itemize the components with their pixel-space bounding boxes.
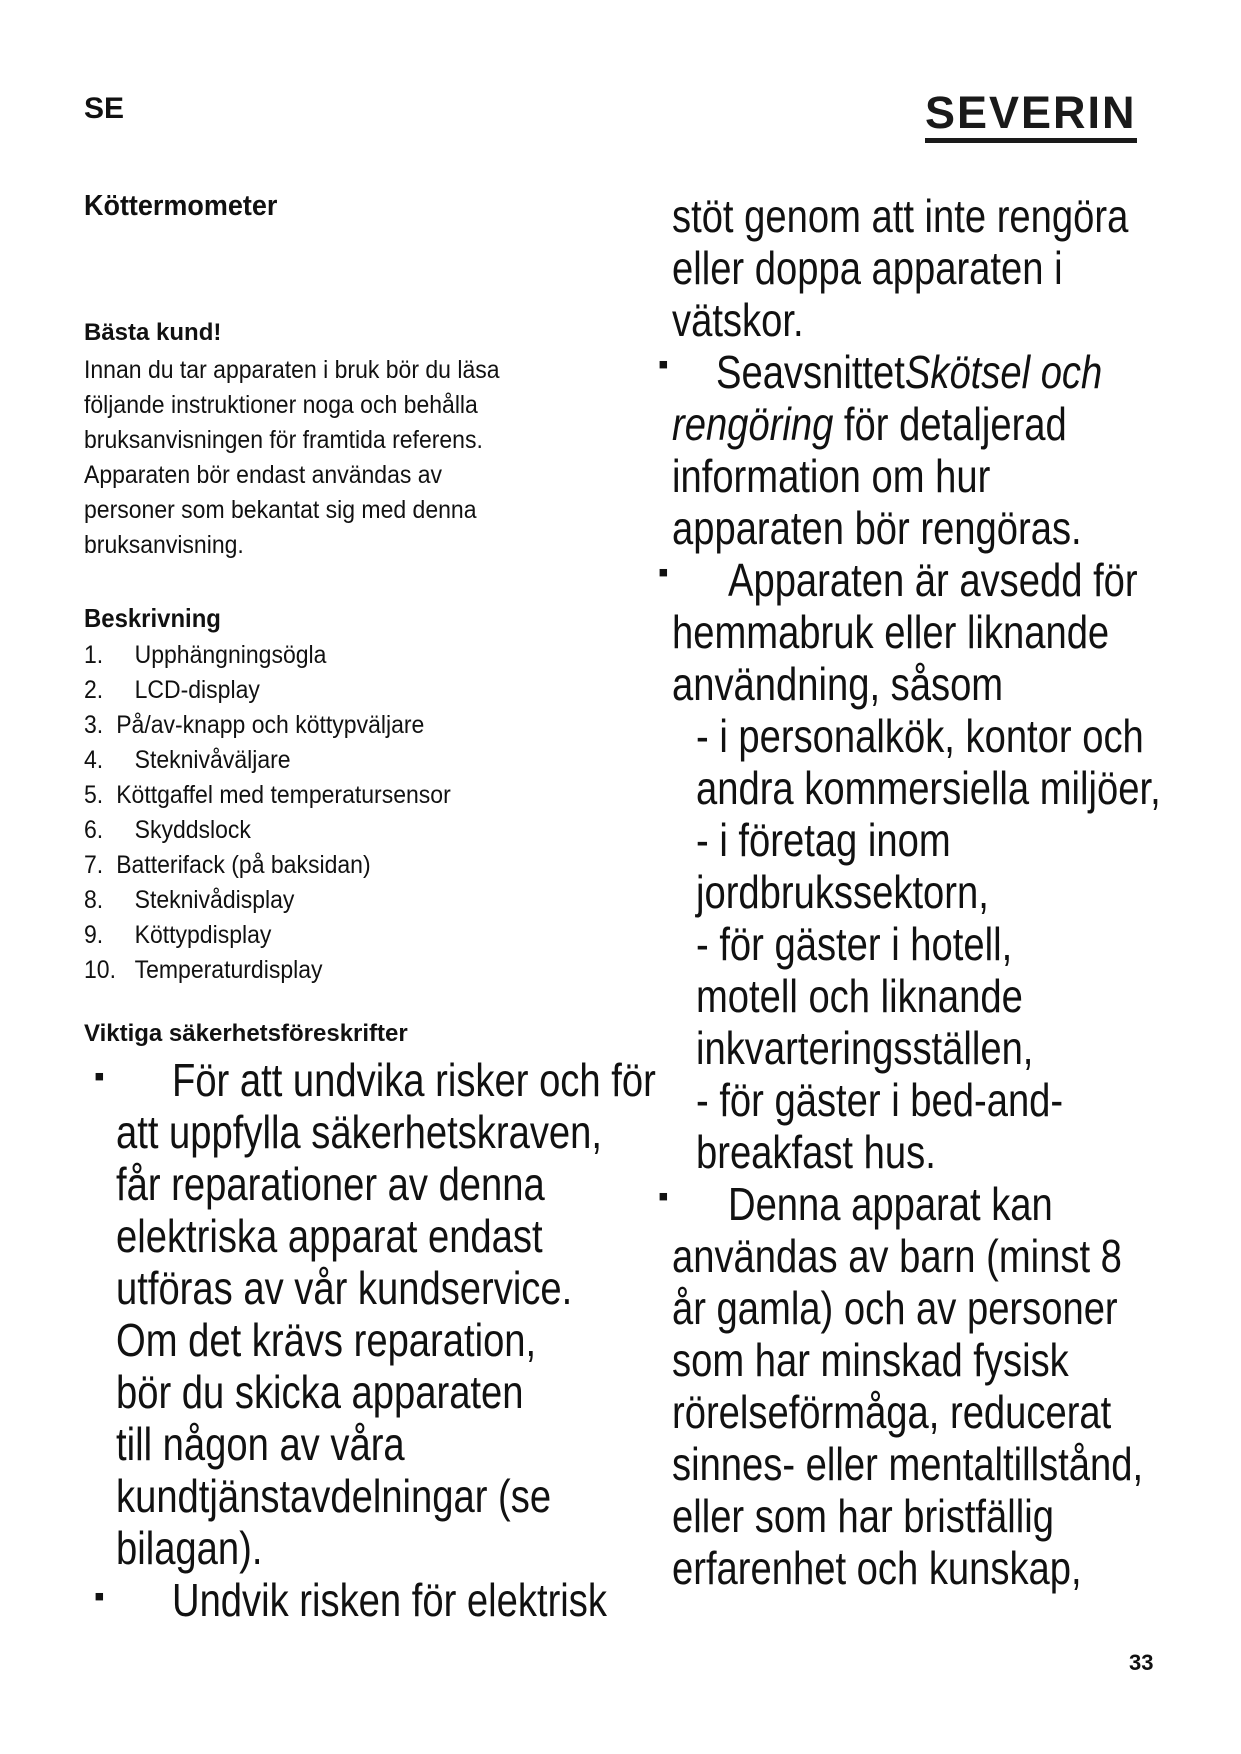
- safety-line: sinnes- eller mentaltillstånd,: [672, 1438, 1144, 1490]
- item-number: 10.: [84, 956, 116, 984]
- safety-line: hemmabruk eller liknande: [672, 606, 1110, 658]
- safety-bullet-household: [658, 554, 1192, 1178]
- item-label: Köttypdisplay: [134, 921, 272, 949]
- safety-line: andra kommersiella miljöer,: [696, 762, 1161, 814]
- intro-paragraph: [84, 353, 644, 563]
- safety-line: - i företag inom: [696, 814, 951, 866]
- bullet-icon: ▪: [94, 1060, 105, 1093]
- parts-list-item: [84, 918, 599, 953]
- intro-line: bruksanvisningen för framtida referens.: [84, 426, 483, 454]
- safety-line: år gamla) och av personer: [672, 1282, 1118, 1334]
- safety-line: till någon av våra: [116, 1418, 405, 1470]
- safety-line: användas av barn (minst 8: [672, 1230, 1122, 1282]
- safety-line: eller som har bristfällig: [672, 1490, 1054, 1542]
- intro-line: personer som bekantat sig med denna: [84, 496, 477, 524]
- item-number: 4.: [84, 746, 104, 774]
- item-label: Steknivådisplay: [134, 886, 295, 914]
- item-label: Skyddslock: [134, 816, 251, 844]
- safety-line: - för gäster i hotell,: [696, 918, 1013, 970]
- parts-list-item: [84, 638, 599, 673]
- item-label: Batterifack (på baksidan): [116, 851, 371, 879]
- bullet-icon: ▪: [658, 1180, 669, 1213]
- parts-list-item: [84, 743, 599, 778]
- language-code: SE: [84, 92, 125, 125]
- bullet-icon: ▪: [658, 556, 669, 589]
- greeting: Bästa kund!: [84, 319, 222, 346]
- item-label: Temperaturdisplay: [134, 956, 323, 984]
- item-number: 7.: [84, 851, 104, 879]
- item-number: 2.: [84, 676, 104, 704]
- safety-line: jordbrukssektorn,: [696, 866, 989, 918]
- safety-line: Denna apparat kan: [728, 1178, 1053, 1230]
- safety-bullet-children: [658, 1178, 1192, 1594]
- safety-bullet-care: [658, 346, 1192, 554]
- safety-line: kundtjänstavdelningar (se: [116, 1470, 552, 1522]
- safety-line: För att undvika risker och för: [172, 1054, 656, 1106]
- care-section-ref: Skötsel och: [904, 346, 1103, 398]
- item-label: Köttgaffel med temperatursensor: [116, 781, 451, 809]
- safety-line: - för gäster i bed-and-: [696, 1074, 1064, 1126]
- item-label: På/av-knapp och köttypväljare: [116, 711, 425, 739]
- parts-list-item: [84, 708, 599, 743]
- parts-list-item: [84, 813, 599, 848]
- bullet-icon: ▪: [658, 348, 669, 381]
- safety-line: bör du skicka apparaten: [116, 1366, 524, 1418]
- care-rest: för detaljerad: [833, 398, 1067, 450]
- safety-line: Om det krävs reparation,: [116, 1314, 537, 1366]
- item-number: 9.: [84, 921, 104, 949]
- page-number: 33: [1129, 1650, 1154, 1675]
- left-column: [84, 190, 656, 1626]
- bullet-icon: ▪: [94, 1580, 105, 1613]
- safety-line: Undvik risken för elektrisk: [172, 1574, 607, 1626]
- intro-line: Innan du tar apparaten i bruk bör du läsa: [84, 356, 500, 384]
- safety-line: att uppfylla säkerhetskraven,: [116, 1106, 603, 1158]
- safety-line: användning, såsom: [672, 658, 1004, 710]
- brand-logo: SEVERIN: [925, 90, 1137, 143]
- safety-line: utföras av vår kundservice.: [116, 1262, 573, 1314]
- item-number: 8.: [84, 886, 104, 914]
- parts-list-item: [84, 673, 599, 708]
- safety-line: vätskor.: [672, 294, 804, 346]
- care-section-ref-cont: rengöring: [672, 398, 834, 450]
- parts-list-item: [84, 778, 599, 813]
- safety-heading: Viktiga säkerhetsföreskrifter: [84, 1020, 408, 1047]
- parts-list: [84, 638, 644, 988]
- safety-line: apparaten bör rengöras.: [672, 502, 1082, 554]
- safety-line: Apparaten är avsedd för: [728, 554, 1138, 606]
- safety-line: inkvarteringsställen,: [696, 1022, 1034, 1074]
- item-label: Steknivåväljare: [134, 746, 291, 774]
- parts-list-item: [84, 883, 599, 918]
- parts-list-item: [84, 953, 599, 988]
- right-column: [658, 190, 1192, 1594]
- care-prefix: Seavsnittet: [716, 346, 905, 398]
- safety-line: information om hur: [672, 450, 991, 502]
- household-examples: [696, 710, 1192, 1178]
- description-heading: Beskrivning: [84, 603, 221, 633]
- safety-line: elektriska apparat endast: [116, 1210, 543, 1262]
- item-label: LCD-display: [134, 676, 260, 704]
- safety-line: erfarenhet och kunskap,: [672, 1542, 1082, 1594]
- intro-line: bruksanvisning.: [84, 531, 244, 559]
- safety-line: stöt genom att inte rengöra: [672, 190, 1129, 242]
- safety-line: bilagan).: [116, 1522, 263, 1574]
- safety-line: rörelseförmåga, reducerat: [672, 1386, 1112, 1438]
- parts-list-item: [84, 848, 599, 883]
- item-number: 1.: [84, 641, 104, 669]
- safety-continuation: [672, 190, 1192, 346]
- item-number: 6.: [84, 816, 104, 844]
- safety-line: breakfast hus.: [696, 1126, 936, 1178]
- safety-line: som har minskad fysisk: [672, 1334, 1069, 1386]
- intro-line: följande instruktioner noga och behålla: [84, 391, 478, 419]
- intro-line: Apparaten bör endast användas av: [84, 461, 443, 489]
- safety-line: får reparationer av denna: [116, 1158, 545, 1210]
- item-number: 5.: [84, 781, 104, 809]
- safety-line: eller doppa apparaten i: [672, 242, 1063, 294]
- item-number: 3.: [84, 711, 104, 739]
- safety-line: - i personalkök, kontor och: [696, 710, 1144, 762]
- document-title: Köttermometer: [84, 190, 278, 222]
- safety-line: motell och liknande: [696, 970, 1023, 1022]
- item-label: Upphängningsögla: [134, 641, 327, 669]
- safety-bullet-repairs: [84, 1054, 656, 1574]
- safety-bullet-electric-shock: [84, 1574, 644, 1626]
